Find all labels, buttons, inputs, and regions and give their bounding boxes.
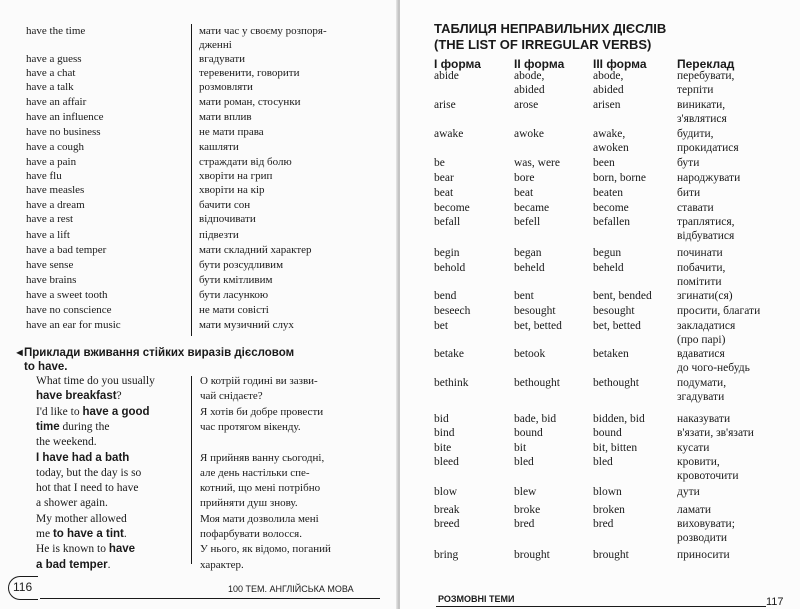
verb-form-3: beheld (593, 262, 624, 274)
example-text: I'd like to (36, 405, 83, 418)
verb-translation: побачити, (677, 262, 726, 274)
verb-form-1: break (434, 504, 460, 516)
verb-form-2: arose (514, 99, 539, 111)
phrase-row (22, 24, 372, 51)
verb-form-3: bred (593, 518, 614, 530)
example-text: today, but the day is so (36, 466, 142, 479)
phrase-english: have an influence (26, 111, 104, 123)
verb-translation: наказувати (677, 413, 731, 425)
column-header-form-1: I форма (434, 57, 481, 71)
verb-translation: траплятися, (677, 216, 735, 228)
example-english-line (36, 527, 127, 541)
phrase-ukrainian: мати роман, стосунки (199, 96, 301, 108)
verb-form-3: beaten (593, 187, 624, 199)
example-english-line (36, 389, 122, 403)
verb-form-1: bring (434, 549, 459, 561)
verb-form-1: abide (434, 70, 459, 82)
verb-form-1: beat (434, 187, 454, 199)
verb-form-2: awoke (514, 128, 545, 140)
verb-form-2: bound (514, 427, 543, 439)
phrase-row (22, 110, 372, 125)
example-text: me (36, 528, 53, 540)
phrase-ukrainian: кашляти (199, 141, 239, 153)
example-ukrainian-line: характер. (200, 558, 244, 571)
example-text: What time do you usually (36, 375, 155, 387)
phrase-english: have a guess (26, 53, 82, 65)
verb-form-2: beat (514, 187, 534, 199)
verb-form-2: beheld (514, 262, 545, 274)
verb-form-1: breed (434, 518, 460, 530)
verb-translation: ламати (677, 504, 712, 516)
verb-form-3: born, borne (593, 172, 647, 184)
verb-form-1: bear (434, 172, 454, 184)
example-text: a shower again. (36, 497, 108, 510)
footer-rule-right (436, 606, 766, 607)
verb-form-3: befallen (593, 216, 631, 228)
phrase-ukrainian: вгадувати (199, 53, 246, 65)
phrase-ukrainian: бачити сон (199, 199, 251, 211)
example-text: the weekend. (36, 436, 97, 449)
example-phrase-highlight: time (36, 420, 60, 433)
phrase-ukrainian: теревенити, говорити (199, 67, 300, 79)
example-text: ? (116, 390, 122, 403)
phrase-ukrainian: мати вплив (199, 111, 252, 123)
phrase-row (22, 273, 372, 288)
phrase-english: have brains (26, 274, 77, 286)
phrase-english: have a cough (26, 141, 85, 153)
example-ukrainian-line: котний, що мені потрібно (200, 482, 321, 495)
phrase-row (22, 80, 372, 95)
example-ukrainian-line: але день настільки спе- (200, 466, 310, 479)
phrase-ukrainian: не мати совісті (199, 304, 269, 316)
phrase-english: have no business (26, 126, 101, 138)
verb-form-3: blown (593, 486, 622, 498)
table-subtitle: (THE LIST OF IRREGULAR VERBS) (434, 37, 652, 52)
phrase-ukrainian: відпочивати (199, 213, 256, 225)
verb-translation: дути (677, 486, 700, 498)
examples-heading (14, 346, 354, 374)
phrase-ukrainian: хворіти на грип (199, 170, 273, 182)
example-english-line (36, 451, 129, 465)
footer-rule-left (40, 598, 380, 599)
verb-form-1: befall (434, 216, 461, 228)
verb-translation: в'язати, зв'язати (677, 427, 754, 439)
example-text: He is known to (36, 543, 109, 556)
column-header-translation: Переклад (677, 57, 735, 71)
example-text: My mother allowed (36, 512, 127, 525)
phrase-row (22, 198, 372, 213)
verb-form-1: behold (434, 262, 466, 274)
verb-form-1: become (434, 202, 470, 214)
example-ukrainian-line: Я хотів би добре провести (200, 405, 324, 418)
verb-form-1: arise (434, 99, 456, 111)
verb-form-3: bound (593, 427, 622, 439)
verb-form-3: betaken (593, 348, 629, 360)
verb-form-3: abided (593, 84, 624, 96)
example-phrase-highlight: I have had a bath (36, 451, 130, 464)
phrase-ukrainian: підвезти (199, 229, 239, 241)
phrase-english: have a dream (26, 199, 85, 211)
page-number-left: 116 (8, 576, 38, 600)
verb-translation: до чого-небудь (677, 362, 750, 374)
verb-form-1: beseech (434, 305, 471, 317)
example-english-line (36, 558, 110, 572)
verb-form-2: bled (514, 456, 534, 468)
verb-form-3: brought (593, 549, 629, 561)
phrase-ukrainian: бути ласункою (199, 289, 269, 301)
verb-translation: з'являтися (677, 113, 727, 125)
verb-form-3: bethought (593, 377, 639, 389)
verb-translation: кусати (677, 442, 710, 454)
column-header-form-2: II форма (514, 57, 565, 71)
verb-translation: виховувати; (677, 518, 735, 530)
example-ukrainian-line: чай снідаєте? (200, 390, 263, 403)
pointer-arrow-icon: ◄ (14, 347, 25, 359)
verb-form-2: broke (514, 504, 541, 516)
verb-form-2: bred (514, 518, 535, 530)
verb-form-2: bethought (514, 377, 560, 389)
phrase-english: have a chat (26, 67, 76, 79)
example-text: hot that I need to have (36, 482, 139, 495)
verb-translation: згинати(ся) (677, 290, 733, 302)
example-english-line (36, 512, 127, 526)
verb-form-3: bet, betted (593, 320, 641, 332)
verb-form-3: broken (593, 504, 625, 516)
phrase-row (22, 169, 372, 184)
verb-form-3: arisen (593, 99, 621, 111)
example-ukrainian-line: Я прийняв ванну сьогодні, (200, 451, 325, 464)
phrase-row (22, 140, 372, 155)
example-english-line (36, 420, 109, 434)
verb-form-2: bent (514, 290, 534, 302)
verb-form-2: betook (514, 348, 546, 360)
phrase-ukrainian: хворіти на кір (199, 184, 265, 196)
examples-heading-line-2: to have. (24, 361, 68, 373)
example-phrase-highlight: to have a tint (52, 528, 124, 540)
phrase-english: have a rest (26, 213, 74, 225)
example-english-line (36, 466, 141, 480)
example-ukrainian-line: У нього, як відомо, поганий (200, 543, 331, 556)
column-header-form-3: III форма (593, 57, 647, 71)
phrase-english: have an ear for music (26, 319, 121, 331)
phrase-row (22, 125, 372, 140)
examples-divider (191, 376, 192, 564)
phrase-row (22, 258, 372, 273)
verb-translation: подумати, (677, 377, 727, 389)
phrase-ukrainian: не мати права (199, 126, 264, 138)
verb-translation: виникати, (677, 99, 726, 111)
phrase-english: have a lift (26, 229, 70, 241)
verb-form-2: befell (514, 216, 541, 228)
phrase-row (22, 318, 372, 333)
phrase-ukrainian: мати музичний слух (199, 319, 294, 331)
phrase-row (22, 303, 372, 318)
verb-form-3: besought (593, 305, 635, 317)
phrase-english: have an affair (26, 96, 87, 108)
phrase-ukrainian: мати час у своєму розпоря- (199, 25, 327, 37)
verb-form-3: been (593, 157, 615, 169)
verb-translation: згадувати (677, 391, 725, 403)
examples-heading-line-1: Приклади вживання стійких виразів дієсловом (24, 347, 295, 359)
verb-form-2: became (514, 202, 550, 214)
verb-form-1: be (434, 157, 445, 169)
verb-form-3: bidden, bid (593, 413, 645, 425)
verb-form-1: bite (434, 442, 452, 454)
phrase-english: have measles (26, 184, 85, 196)
verb-form-1: betake (434, 348, 465, 360)
verb-form-1: awake (434, 128, 464, 140)
verb-form-2: began (514, 247, 542, 259)
example-phrase-highlight: have (108, 543, 136, 556)
example-english-line (36, 435, 97, 449)
footer-title-right: РОЗМОВНІ ТЕМИ (438, 594, 515, 604)
example-ukrainian-line: О котрій годині ви зазви- (200, 375, 318, 387)
verb-form-1: blow (434, 486, 457, 498)
verb-form-2: bore (514, 172, 535, 184)
verb-translation: прокидатися (677, 142, 739, 154)
verb-form-2: was, were (514, 157, 560, 169)
verb-form-2: bit (514, 442, 527, 454)
verb-form-3: bled (593, 456, 613, 468)
verb-form-2: besought (514, 305, 556, 317)
verb-form-3: awoken (593, 142, 629, 154)
verb-translation: помітити (677, 276, 722, 288)
verb-translation: ставати (677, 202, 714, 214)
verb-form-3: begun (593, 247, 622, 259)
example-ukrainian-line: прийняти душ знову. (200, 497, 298, 510)
verb-translation: кровоточити (677, 470, 739, 482)
phrase-english: have a bad temper (26, 244, 107, 256)
verb-form-3: abode, (593, 70, 624, 82)
verb-translation: перебувати, (677, 70, 735, 82)
example-phrase-highlight: have a good (82, 405, 150, 418)
phrase-english: have no conscience (26, 304, 112, 316)
example-english-line (36, 542, 135, 556)
table-title: ТАБЛИЦЯ НЕПРАВИЛЬНИХ ДІЄСЛІВ (434, 21, 667, 36)
phrase-row (22, 243, 372, 258)
example-phrase-highlight: have breakfast (36, 390, 117, 403)
phrase-ukrainian: бути кмітливим (199, 274, 273, 286)
footer-title-left: 100 ТЕМ. АНГЛІЙСЬКА МОВА (228, 584, 354, 594)
verb-form-1: bind (434, 427, 455, 439)
verb-form-1: bet (434, 320, 449, 332)
phrase-ukrainian: розмовляти (199, 81, 253, 93)
example-english-line (36, 405, 150, 419)
verb-form-3: become (593, 202, 629, 214)
verb-translation: кровити, (677, 456, 720, 468)
phrase-ukrainian: бути розсудливим (199, 259, 284, 271)
phrase-ukrainian: мати складний характер (199, 244, 312, 256)
example-ukrainian-line: пофарбувати волосся. (200, 528, 302, 540)
phrase-row (22, 288, 372, 303)
verb-form-3: bent, bended (593, 290, 652, 302)
verb-form-2: bade, bid (514, 413, 557, 425)
phrase-row (22, 155, 372, 170)
phrase-ukrainian: дженні (199, 39, 232, 51)
verb-translation: бути (677, 157, 700, 169)
verb-translation: (про парі) (677, 334, 726, 346)
verb-form-3: awake, (593, 128, 626, 140)
phrase-row (22, 183, 372, 198)
example-text: . (123, 528, 127, 540)
verb-form-2: blew (514, 486, 537, 498)
example-phrase-highlight: a bad temper (36, 558, 108, 571)
verb-form-1: bend (434, 290, 457, 302)
phrase-row (22, 228, 372, 243)
right-page (400, 0, 800, 609)
phrase-english: have a sweet tooth (26, 289, 108, 301)
verb-form-2: abode, (514, 70, 545, 82)
example-text: . (107, 558, 111, 571)
verb-form-2: bet, betted (514, 320, 562, 332)
example-english-line (36, 481, 139, 495)
example-ukrainian-line: Моя мати дозволила мені (200, 512, 319, 525)
verb-form-1: bleed (434, 456, 459, 468)
verb-translation: терпіти (677, 84, 714, 96)
verb-translation: закладатися (677, 320, 736, 332)
verb-translation: бити (677, 187, 701, 199)
example-english-line (36, 496, 108, 510)
verb-form-1: bethink (434, 377, 469, 389)
verb-translation: приносити (677, 549, 730, 561)
verb-form-2: brought (514, 549, 550, 561)
verb-translation: відбуватися (677, 230, 735, 242)
verb-translation: вдаватися (677, 348, 725, 360)
phrase-row (22, 212, 372, 227)
verb-translation: народжувати (677, 172, 741, 184)
phrase-row (22, 66, 372, 81)
verb-translation: будити, (677, 128, 714, 140)
verb-form-3: bit, bitten (593, 442, 638, 454)
phrase-english: have sense (26, 259, 74, 271)
verb-form-1: begin (434, 247, 460, 259)
verb-form-2: abided (514, 84, 545, 96)
verb-form-1: bid (434, 413, 449, 425)
example-english-line (36, 374, 155, 388)
page-number-right: 117 (766, 596, 784, 608)
phrase-english: have the time (26, 25, 86, 37)
example-text: during the (59, 420, 110, 433)
verb-translation: просити, благати (677, 305, 761, 317)
phrase-ukrainian: страждати від болю (199, 156, 292, 168)
phrase-english: have a talk (26, 81, 74, 93)
phrase-divider (191, 24, 192, 336)
example-ukrainian-line: час протягом вікенду. (200, 420, 301, 433)
verb-translation: розводити (677, 532, 727, 544)
phrase-english: have flu (26, 170, 62, 182)
phrase-row (22, 95, 372, 110)
phrase-row (22, 52, 372, 67)
verb-translation: починати (677, 247, 723, 259)
phrase-english: have a pain (26, 156, 77, 168)
